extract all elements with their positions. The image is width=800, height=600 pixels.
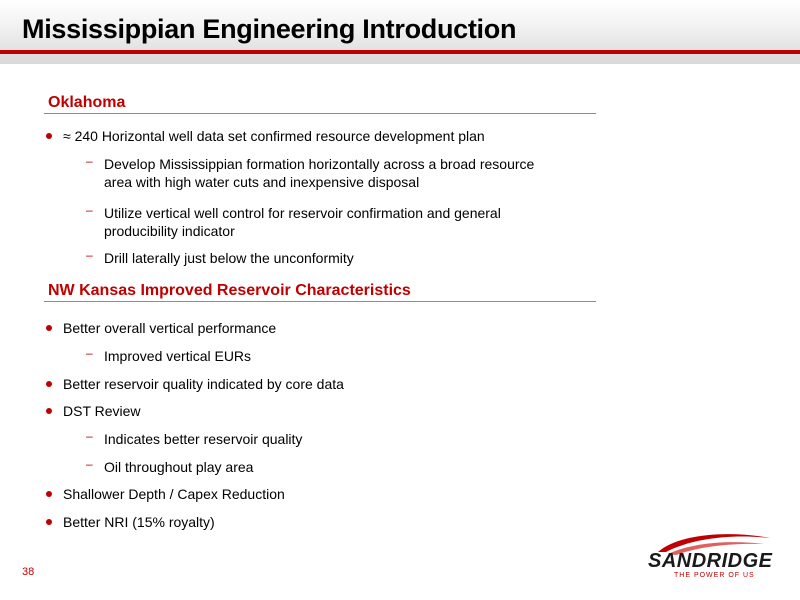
bullet-item: Better overall vertical performance [63, 320, 277, 336]
sandridge-logo [638, 528, 778, 584]
bullet-item: Better NRI (15% royalty) [63, 514, 215, 530]
bullet-item: Better reservoir quality indicated by core data [63, 376, 344, 392]
slide-title: Mississippian Engineering Introduction [22, 14, 517, 44]
bullet-item: DST Review [63, 403, 141, 419]
sub-bullet-item: – Utilize vertical well control for reservoir confirmation and general producibility indicator [104, 204, 544, 240]
sub-bullet-item: – Oil throughout play area [104, 458, 544, 476]
page-number: 38 [22, 566, 35, 578]
section-heading-oklahoma: Oklahoma [44, 93, 596, 114]
title-bar [0, 0, 800, 64]
title-accent-rule [0, 50, 800, 54]
sub-bullet-item: – Develop Mississippian formation horizontally across a broad resource area with high water cuts and inexpensive disposal [104, 155, 544, 191]
bullet-item: Shallower Depth / Capex Reduction [63, 486, 285, 502]
sub-bullet-item: – Drill laterally just below the unconformity [104, 249, 544, 267]
section-heading-nw-kansas: NW Kansas Improved Reservoir Characteristics [44, 281, 596, 302]
logo-wordmark: SANDRIDGE [648, 550, 773, 572]
bullet-item: ≈ 240 Horizontal well data set confirmed resource development plan [63, 128, 485, 144]
sub-bullet-item: – Improved vertical EURs [104, 347, 544, 365]
sub-bullet-item: – Indicates better reservoir quality [104, 430, 544, 448]
logo-tagline: THE POWER OF US [674, 572, 755, 579]
